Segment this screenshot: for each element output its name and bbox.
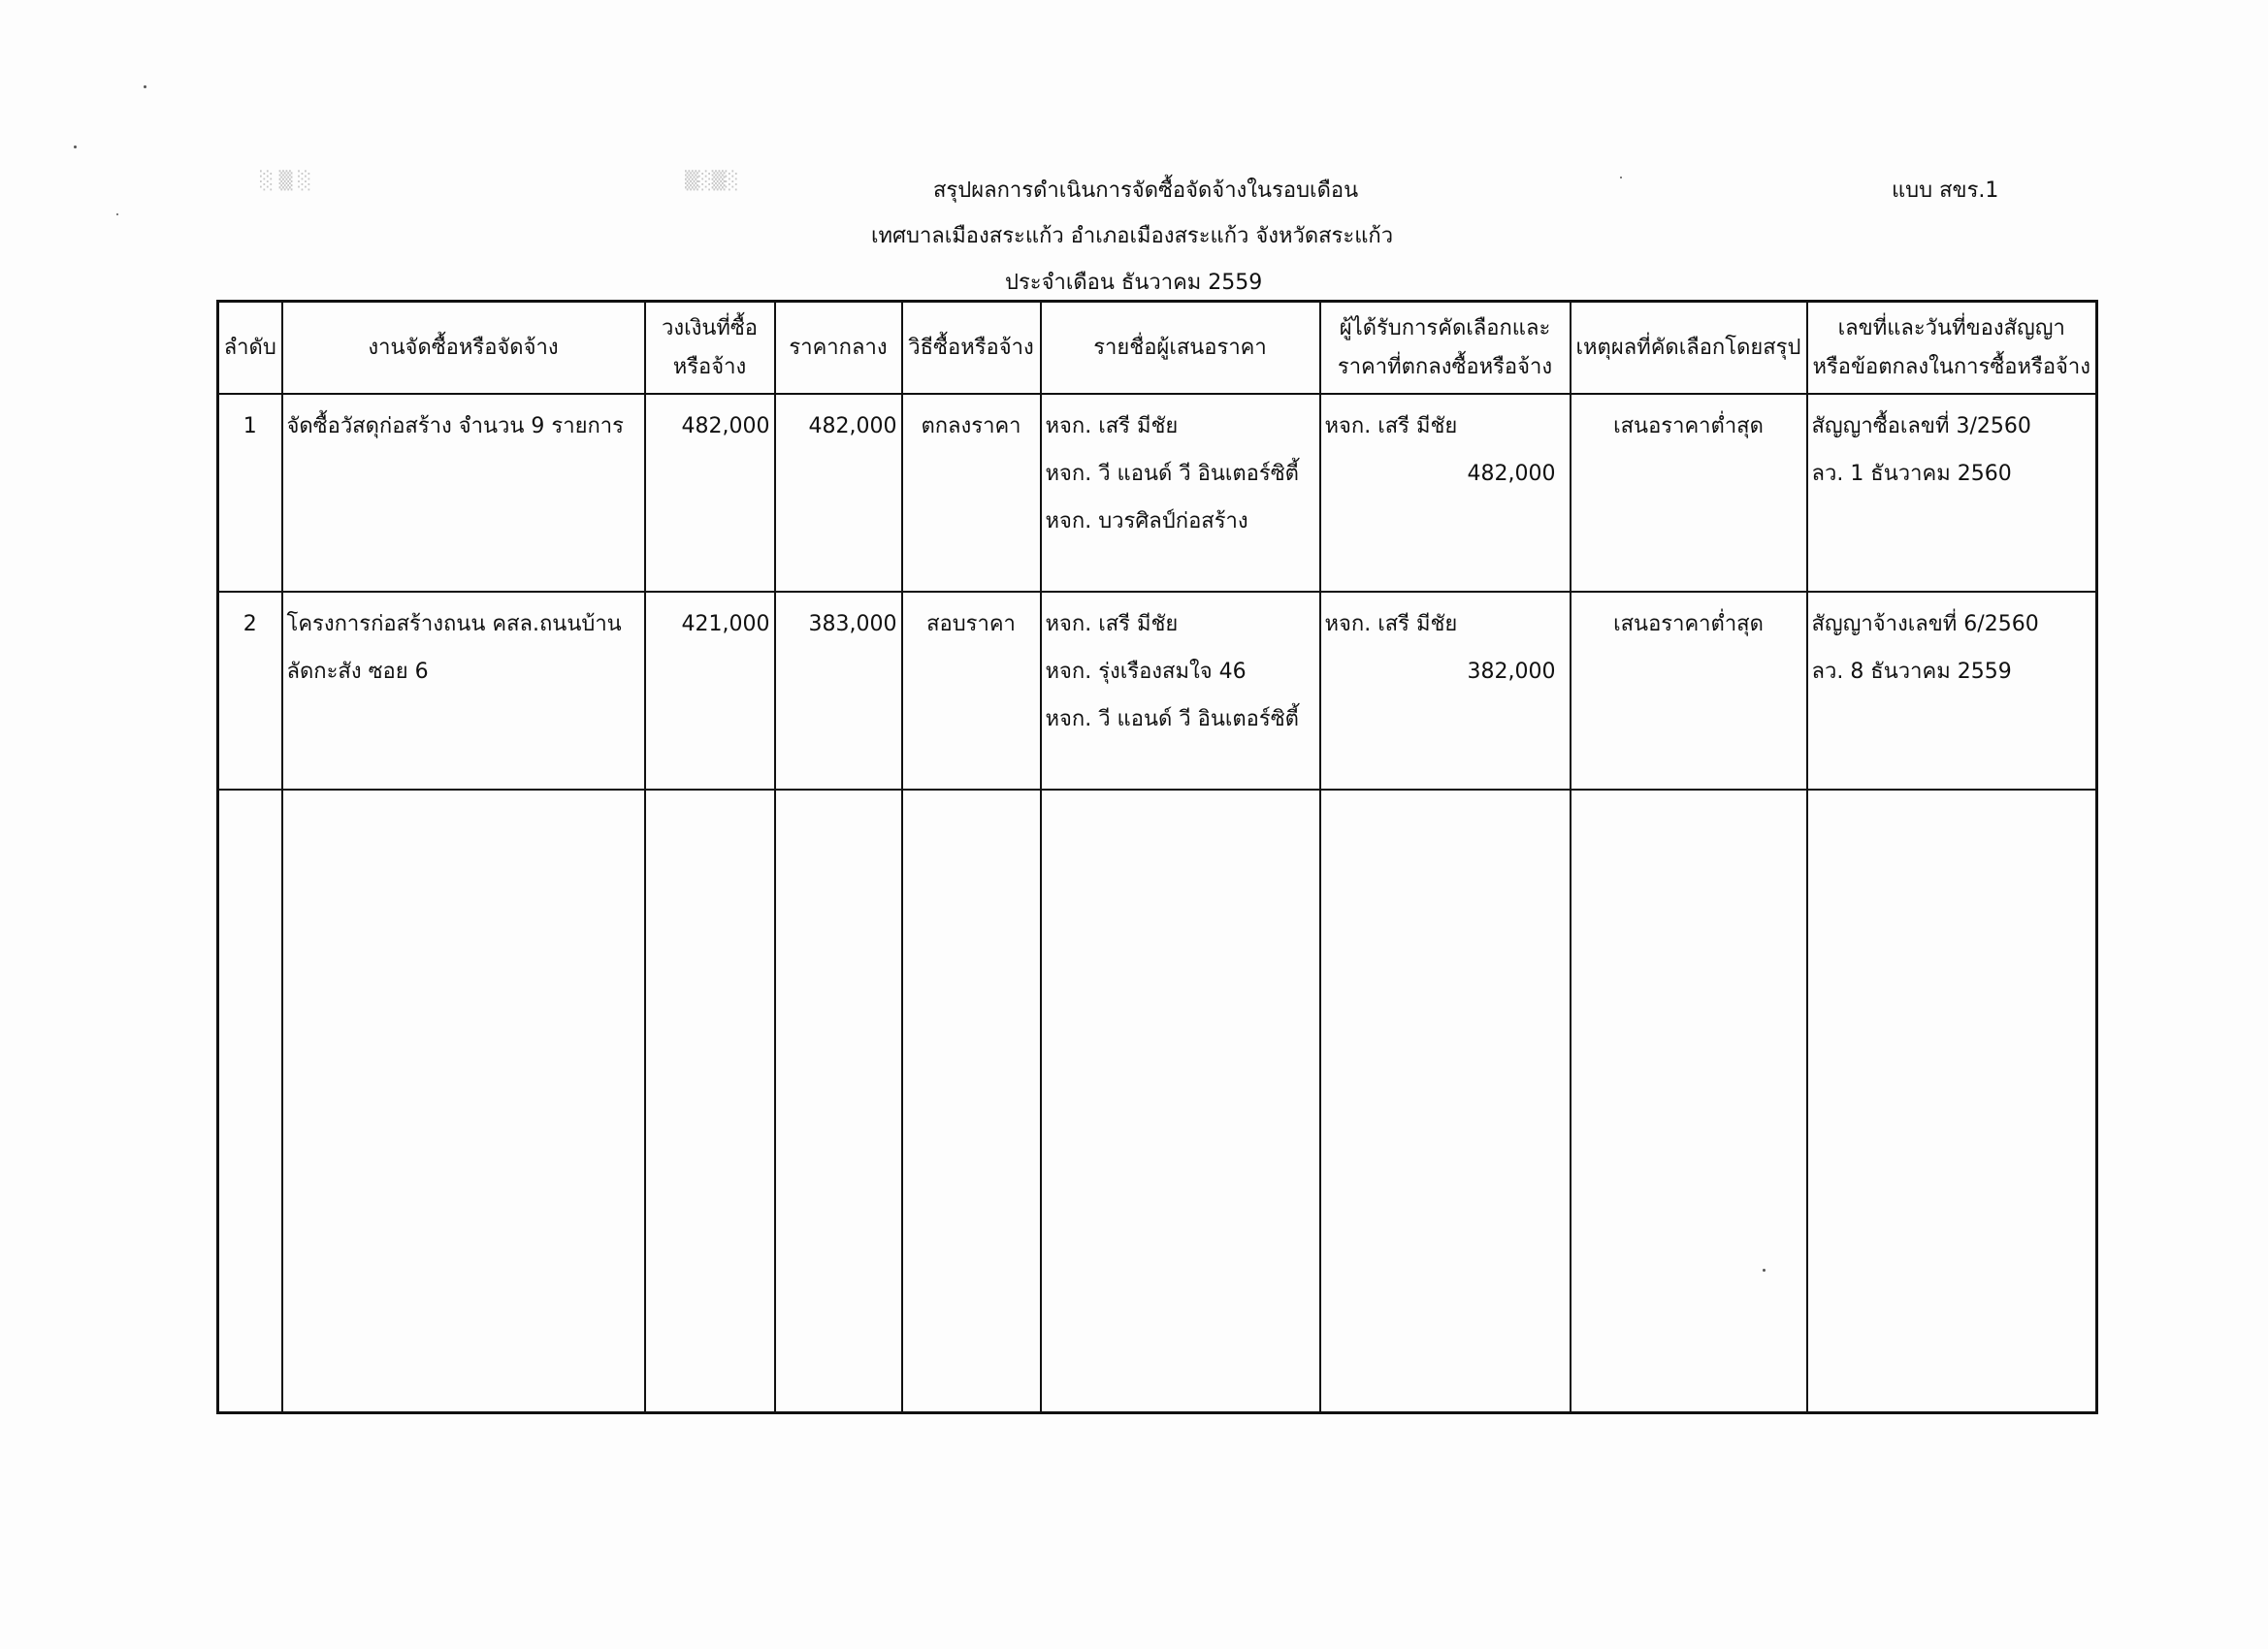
col-header-contract-line1: เลขที่และวันที่ของสัญญา bbox=[1837, 315, 2065, 340]
bidder-name: หจก. รุ่งเรืองสมใจ 46 bbox=[1045, 660, 1247, 684]
cell-bidders bbox=[1041, 592, 1320, 790]
bidder-name: หจก. บวรศิลป์ก่อสร้าง bbox=[1045, 509, 1248, 534]
cell-reason: เสนอราคาต่ำสุด bbox=[1571, 394, 1807, 592]
col-header-budget-line1: วงเงินที่ซื้อ bbox=[661, 315, 759, 340]
winner-name: หจก. เสรี มีชัย bbox=[1324, 414, 1458, 438]
cell-method: สอบราคา bbox=[902, 592, 1041, 790]
empty-cell bbox=[218, 790, 282, 1413]
col-header-winner-line1: ผู้ได้รับการคัดเลือกและ bbox=[1339, 315, 1551, 340]
table-row bbox=[218, 394, 2097, 592]
col-header-reason: เหตุผลที่คัดเลือกโดยสรุป bbox=[1571, 302, 1807, 395]
col-header-method: วิธีซื้อหรือจ้าง bbox=[902, 302, 1041, 395]
report-title: สรุปผลการดำเนินการจัดซื้อจัดจ้างในรอบเดือน bbox=[933, 178, 1359, 203]
scan-speck bbox=[1620, 177, 1622, 178]
cell-item-line1: จัดซื้อวัสดุก่อสร้าง จำนวน 9 รายการ bbox=[286, 414, 624, 438]
cell-winner bbox=[1320, 592, 1571, 790]
empty-cell bbox=[1807, 790, 2097, 1413]
col-header-item: งานจัดซื้อหรือจัดจ้าง bbox=[282, 302, 645, 395]
procurement-summary-table bbox=[216, 300, 2098, 1414]
bidder-name: หจก. เสรี มีชัย bbox=[1045, 414, 1179, 438]
bidder-name: หจก. เสรี มีชัย bbox=[1045, 612, 1179, 636]
winner-name: หจก. เสรี มีชัย bbox=[1324, 612, 1458, 636]
cell-contract bbox=[1807, 394, 2097, 592]
col-header-budget bbox=[645, 302, 775, 395]
contract-number: สัญญาซื้อเลขที่ 3/2560 bbox=[1811, 414, 2031, 438]
cell-budget: 421,000 bbox=[645, 592, 775, 790]
faint-bleed-through-mark: ░ ▒ ░ bbox=[260, 171, 311, 191]
winner-price: 382,000 bbox=[1467, 660, 1556, 684]
cell-reason: เสนอราคาต่ำสุด bbox=[1571, 592, 1807, 790]
contract-date: ลว. 8 ธันวาคม 2559 bbox=[1811, 660, 2012, 684]
col-header-winner-line2: ราคาที่ตกลงซื้อหรือจ้าง bbox=[1337, 354, 1553, 379]
empty-cell bbox=[645, 790, 775, 1413]
cell-item-line1: โครงการก่อสร้างถนน คสล.ถนนบ้าน bbox=[286, 612, 622, 636]
col-header-no: ลำดับ bbox=[218, 302, 282, 395]
cell-no: 1 bbox=[218, 394, 282, 592]
col-header-median-price: ราคากลาง bbox=[775, 302, 902, 395]
empty-cell bbox=[902, 790, 1041, 1413]
report-period: ประจำเดือน ธันวาคม 2559 bbox=[1005, 271, 1263, 295]
empty-cell bbox=[1041, 790, 1320, 1413]
empty-cell bbox=[1320, 790, 1571, 1413]
organization-name: เทศบาลเมืองสระแก้ว อำเภอเมืองสระแก้ว จังหวัดสระแก้ว bbox=[871, 224, 1394, 248]
col-header-winner bbox=[1320, 302, 1571, 395]
form-code: แบบ สขร.1 bbox=[1892, 178, 1999, 203]
bidder-name: หจก. วี แอนด์ วี อินเตอร์ซิตี้ bbox=[1045, 462, 1299, 486]
cell-budget: 482,000 bbox=[645, 394, 775, 592]
empty-cell bbox=[775, 790, 902, 1413]
cell-median-price: 482,000 bbox=[775, 394, 902, 592]
scan-speck bbox=[144, 85, 146, 88]
cell-bidders bbox=[1041, 394, 1320, 592]
scan-speck bbox=[116, 213, 118, 215]
table-row bbox=[218, 592, 2097, 790]
contract-number: สัญญาจ้างเลขที่ 6/2560 bbox=[1811, 612, 2039, 636]
col-header-bidders: รายชื่อผู้เสนอราคา bbox=[1041, 302, 1320, 395]
col-header-contract bbox=[1807, 302, 2097, 395]
cell-winner bbox=[1320, 394, 1571, 592]
empty-table-row bbox=[218, 790, 2097, 1413]
table-header-row bbox=[218, 302, 2097, 395]
col-header-contract-line2: หรือข้อตกลงในการซื้อหรือจ้าง bbox=[1812, 354, 2091, 379]
contract-date: ลว. 1 ธันวาคม 2560 bbox=[1811, 462, 2012, 486]
bidder-name: หจก. วี แอนด์ วี อินเตอร์ซิตี้ bbox=[1045, 707, 1299, 731]
scan-speck bbox=[74, 146, 77, 148]
cell-item bbox=[282, 592, 645, 790]
cell-median-price: 383,000 bbox=[775, 592, 902, 790]
cell-contract bbox=[1807, 592, 2097, 790]
col-header-budget-line2: หรือจ้าง bbox=[672, 354, 747, 379]
empty-cell bbox=[282, 790, 645, 1413]
faint-bleed-through-mark: ▒░▒░ bbox=[685, 171, 739, 191]
empty-cell bbox=[1571, 790, 1807, 1413]
cell-no: 2 bbox=[218, 592, 282, 790]
cell-item bbox=[282, 394, 645, 592]
winner-price: 482,000 bbox=[1467, 462, 1556, 486]
cell-item-line2: ลัดกะสัง ซอย 6 bbox=[286, 660, 429, 684]
cell-method: ตกลงราคา bbox=[902, 394, 1041, 592]
